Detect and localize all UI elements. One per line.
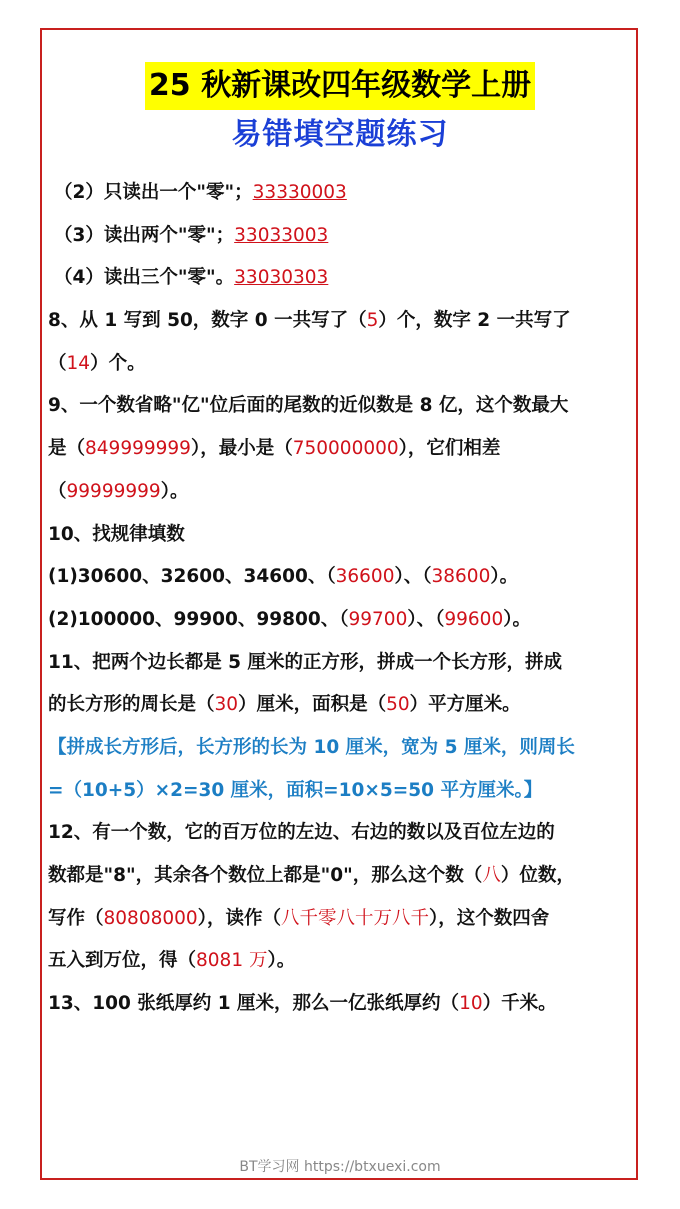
exercise-content: [48, 172, 636, 1026]
question-line: [48, 983, 636, 1026]
question-text: （4）读出三个"零"。: [54, 267, 235, 289]
answer-text: 50: [386, 694, 410, 716]
question-text: ），读作（: [197, 907, 281, 929]
question-text: ）位数，: [500, 865, 575, 886]
question-text: （: [48, 352, 67, 374]
question-text: ）个。: [90, 352, 146, 374]
question-line: [48, 898, 636, 941]
answer-text: 10: [459, 993, 483, 1015]
question-line: [48, 343, 636, 386]
answer-text: 8081 万: [196, 950, 268, 972]
question-line: [48, 385, 636, 428]
question-text: （3）读出两个"零"；: [54, 224, 235, 246]
answer-text: 33033003: [234, 224, 329, 246]
answer-text: 八: [482, 865, 501, 886]
answer-text: 33330003: [252, 182, 347, 203]
answer-text: 38600: [431, 566, 491, 588]
question-text: 10、找规律填数: [48, 523, 185, 545]
page-subtitle: 易错填空题练习: [231, 117, 449, 152]
question-text: ），最小是（: [190, 438, 293, 460]
question-text: （: [48, 480, 67, 502]
question-line: [48, 599, 636, 642]
question-text: 是（: [48, 438, 86, 460]
question-line: [48, 300, 636, 343]
question-text: ）、（: [394, 566, 432, 588]
question-text: ）。: [503, 608, 531, 630]
question-text: 的长方形的周长是（: [48, 694, 215, 716]
question-line: [48, 556, 636, 599]
question-text: ），它们相差: [398, 438, 501, 460]
question-text: 9、一个数省略"亿"位后面的尾数的近似数是 8 亿，这个数最大: [48, 395, 569, 417]
question-line: [48, 215, 636, 258]
question-text: (2)100000、99900、99800、（: [48, 608, 349, 630]
answer-text: 5: [366, 310, 379, 332]
question-text: ）。: [490, 566, 519, 588]
page-title: 25 秋新课改四年级数学上册: [145, 62, 535, 110]
answer-text: 99999999: [66, 480, 161, 502]
question-text: （2）只读出一个"零"；: [54, 182, 253, 203]
answer-text: 33030303: [234, 267, 329, 289]
question-text: ）、（: [407, 608, 445, 630]
question-text: 数都是"8"，其余各个数位上都是"0"，那么这个数（: [48, 865, 483, 886]
answer-text: 80808000: [103, 907, 198, 929]
question-line: [48, 855, 636, 898]
question-line: [48, 172, 636, 215]
answer-text: 36600: [335, 566, 395, 588]
explanation-line: [48, 770, 636, 813]
answer-text: 849999999: [85, 438, 191, 460]
answer-text: 99600: [444, 608, 504, 630]
question-line: [48, 257, 636, 300]
question-text: (1)30600、32600、34600、（: [48, 566, 336, 588]
question-text: 11、把两个边长都是 5 厘米的正方形，拼成一个长方形，拼成: [48, 651, 563, 673]
explanation-text: 【拼成长方形后，长方形的长为 10 厘米，宽为 5 厘米，则周长: [48, 736, 575, 758]
explanation-line: [48, 727, 636, 770]
question-text: ），这个数四舍: [428, 907, 550, 929]
question-text: ）千米。: [482, 993, 557, 1015]
footer-watermark: BT学习网 https://btxuexi.com: [239, 1159, 441, 1175]
question-text: 写作（: [48, 907, 104, 929]
answer-text: 750000000: [292, 438, 399, 460]
question-text: ）。: [160, 480, 189, 502]
question-line: [48, 514, 636, 557]
question-text: ）平方厘米。: [409, 694, 521, 716]
question-line: [48, 428, 636, 471]
answer-text: 八千零八十万八千: [280, 907, 429, 929]
question-text: 13、100 张纸厚约 1 厘米，那么一亿张纸厚约（: [48, 993, 460, 1015]
title-container: [0, 62, 680, 110]
question-text: 8、从 1 写到 50，数字 0 一共写了（: [48, 310, 367, 332]
answer-text: 14: [66, 352, 91, 374]
explanation-text: =（10+5）×2=30 厘米，面积=10×5=50 平方厘米。】: [48, 779, 543, 801]
question-text: 五入到万位，得（: [48, 950, 197, 972]
question-line: [48, 812, 636, 855]
question-text: ）。: [267, 950, 296, 972]
question-line: [48, 684, 636, 727]
question-text: ）厘米，面积是（: [238, 694, 387, 716]
answer-text: 30: [214, 694, 239, 716]
question-line: [48, 940, 636, 983]
question-text: 12、有一个数，它的百万位的左边、右边的数以及百位左边的: [48, 822, 555, 844]
question-line: [48, 642, 636, 685]
answer-text: 99700: [348, 608, 408, 630]
question-line: [48, 471, 636, 514]
question-text: ）个，数字 2 一共写了: [378, 310, 571, 332]
